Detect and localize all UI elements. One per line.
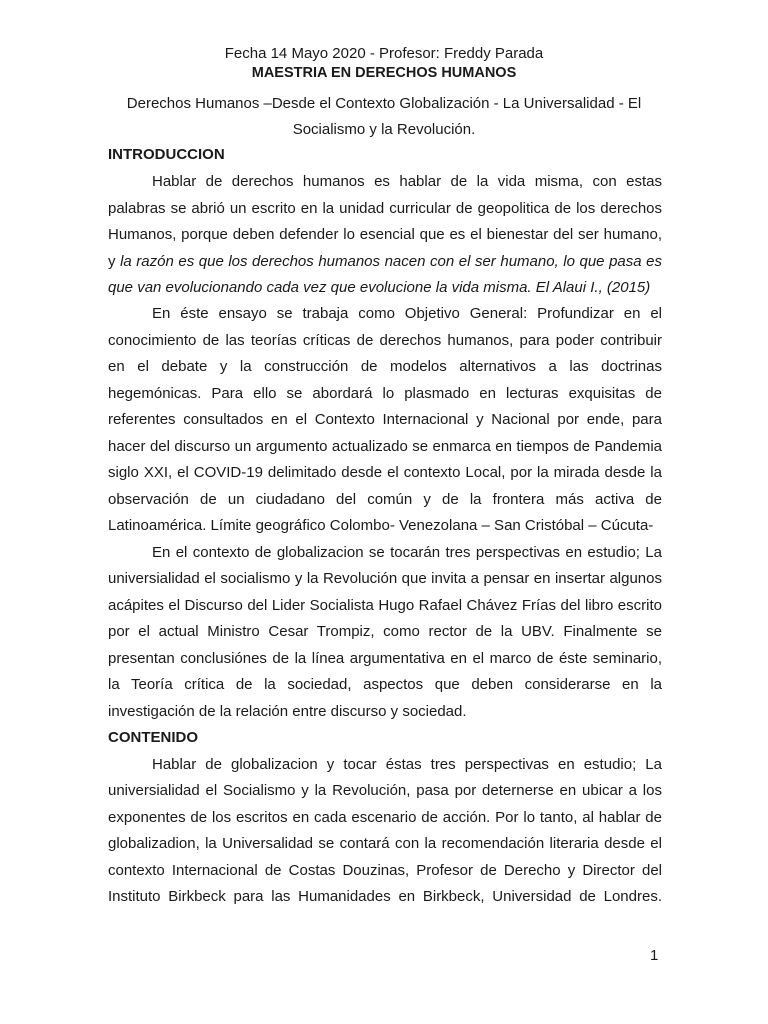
document-title: MAESTRIA EN DERECHOS HUMANOS <box>251 65 517 81</box>
paragraph-line: Hablar de derechos humanos es hablar de la vida misma, con estas <box>152 173 662 190</box>
paragraph-line: En éste ensayo se trabaja como Objetivo General: Profundizar en el <box>152 305 662 322</box>
paragraph-line: Hablar de globalizacion y tocar éstas tres perspectivas en estudio; La <box>152 756 662 773</box>
paragraph-line: Humanos, porque deben defender lo esencial que es el bienestar del ser humano, <box>108 226 662 243</box>
paragraph-line: exponentes de los escritos en cada escenario de acción. Por lo tanto, al hablar de <box>108 809 662 826</box>
section-heading-contenido: CONTENIDO <box>108 729 198 746</box>
section-heading-introduccion: INTRODUCCION <box>108 146 225 163</box>
paragraph-line: en el debate y la construcción de modelos alternativos a las doctrinas <box>108 358 662 375</box>
paragraph-line: la Teoría crítica de la sociedad, aspectos que deben considerarse en la <box>108 676 662 693</box>
paragraph-line: globalizadion, la Universalidad se contará con la recomendación literaria desde el <box>108 835 662 852</box>
paragraph-line: por el actual Ministro Cesar Trompiz, como rector de la UBV. Finalmente se <box>108 623 662 640</box>
subtitle-line-2: Socialismo y la Revolución. <box>292 121 476 138</box>
paragraph-line: presentan conclusiónes de la línea argumentativa en el marco de éste seminario, <box>108 650 662 667</box>
page-number: 1 <box>650 947 659 964</box>
paragraph-line: contexto Internacional de Costas Douzinas, Profesor de Derecho y Director del <box>108 862 662 879</box>
paragraph-line: Latinoamérica. Límite geográfico Colombo- Venezolana – San Cristóbal – Cúcuta- <box>108 517 654 534</box>
paragraph-line: investigación de la relación entre discurso y sociedad. <box>108 703 467 720</box>
subtitle-line-1: Derechos Humanos –Desde el Contexto Globalización - La Universalidad - El <box>126 95 642 112</box>
quoted-text: la razón es que los derechos humanos nacen con el ser humano, lo que pasa es <box>120 253 662 270</box>
paragraph-line: hegemónicas. Para ello se abordará lo plasmado en lecturas exquisitas de <box>108 385 662 402</box>
paragraph-line: conocimiento de las teorías críticas de derechos humanos, para poder contribuir <box>108 332 662 349</box>
paragraph-line-mixed <box>108 252 662 272</box>
paragraph-line: universialidad el Socialismo y la Revolución, pasa por deternerse en ubicar a los <box>108 782 662 799</box>
paragraph-line: universialidad el socialismo y la Revolución que invita a pensar en insertar algunos <box>108 570 662 587</box>
paragraph-line: siglo XXI, el COVID-19 delimitado desde el contexto Local, por la mirada desde la <box>108 464 662 481</box>
paragraph-text: y <box>108 253 121 270</box>
date-professor-line: Fecha 14 Mayo 2020 - Profesor: Freddy Parada <box>224 45 544 62</box>
paragraph-line: Instituto Birkbeck para las Humanidades en Birkbeck, Universidad de Londres. <box>108 888 662 905</box>
paragraph-line: observación de un ciudadano del común y de la frontera más activa de <box>108 491 662 508</box>
quoted-text-line: que van evolucionando cada vez que evolucione la vida misma. El Alaui I., (2015) <box>108 279 651 296</box>
paragraph-line: En el contexto de globalizacion se tocarán tres perspectivas en estudio; La <box>152 544 662 561</box>
paragraph-line: palabras se abrió un escrito en la unidad curricular de geopolitica de los derechos <box>108 200 662 217</box>
paragraph-line: acápites el Discurso del Lider Socialista Hugo Rafael Chávez Frías del libro escrito <box>108 597 662 614</box>
paragraph-line: hacer del discurso un argumento actualizado se enmarca en tiempos de Pandemia <box>108 438 662 455</box>
paragraph-line: referentes consultados en el Contexto Internacional y Nacional por ende, para <box>108 411 662 428</box>
